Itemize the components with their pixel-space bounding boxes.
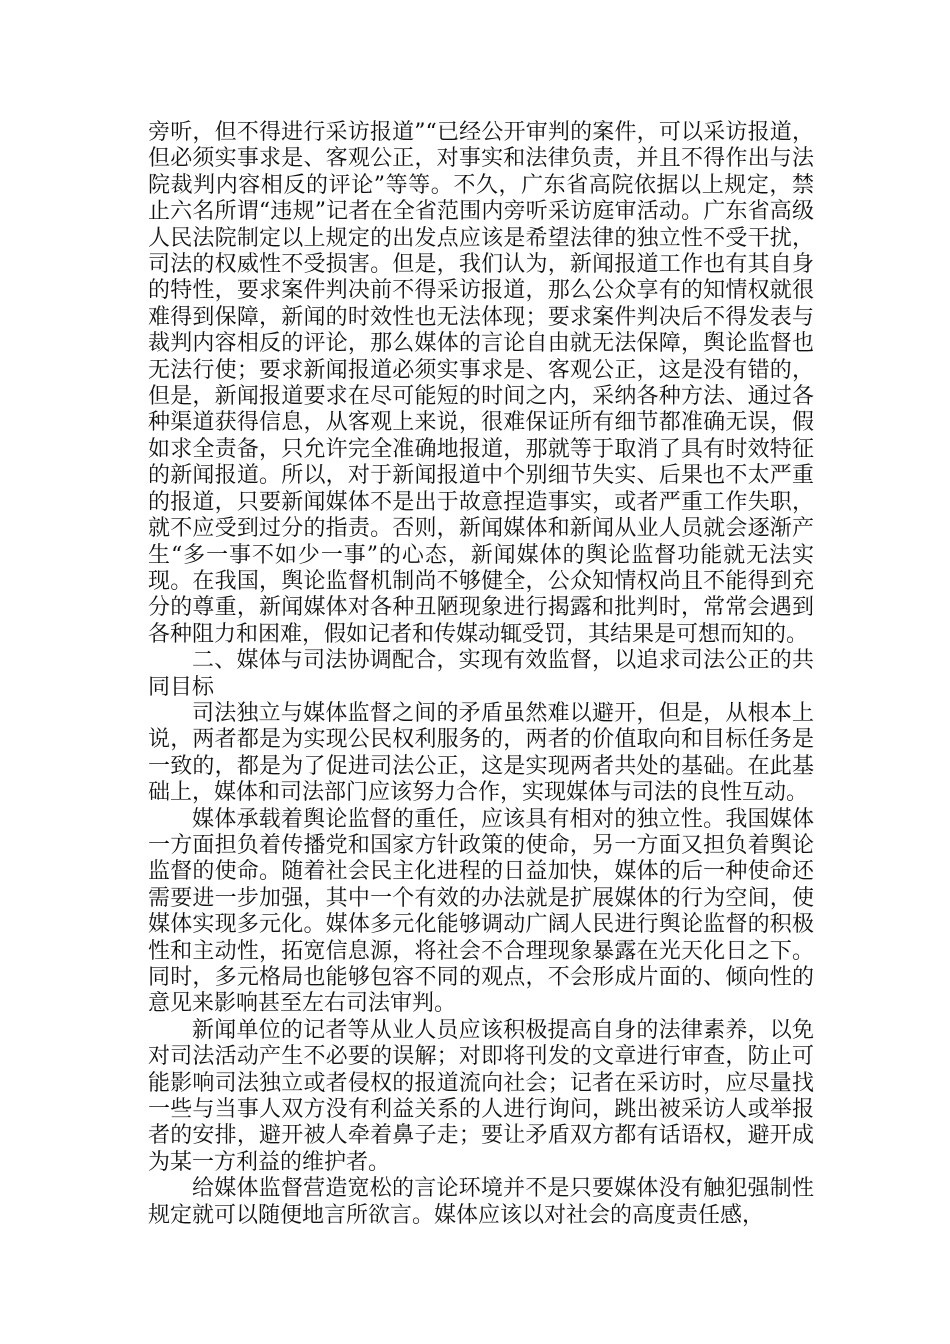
paragraph: 媒体承载着舆论监督的重任，应该具有相对的独立性。我国媒体一方面担负着传播党和国家方针政策的使命，另一方面又担负着舆论监督的使命。随着社会民主化进程的日益加快，媒体的后一种使命还需要进一步加强，其中一个有效的办法就是扩展媒体的行为空间，使媒体实现多元化。媒体多元化能够调动广阔人民进行舆论监督的积极性和主动性，拓宽信息源，将社会不合理现象暴露在光天化日之下。同时，多元格局也能够包容不同的观点，不会形成片面的、倾向性的意见来影响甚至左右司法审判。 [148,806,814,1017]
paragraph: 司法独立与媒体监督之间的矛盾虽然难以避开，但是，从根本上说，两者都是为实现公民权利服务的，两者的价值取向和目标任务是一致的，都是为了促进司法公正，这是实现两者共处的基础。在此基础上，媒体和司法部门应该努力合作，实现媒体与司法的良性互动。 [148,700,814,806]
paragraph-continuation: 旁听，但不得进行采访报道”“已经公开审判的案件，可以采访报道，但必须实事求是、客观公正，对事实和法律负责，并且不得作出与法院裁判内容相反的评论”等等。不久，广东省高院依据以上规定，禁止六名所谓“违规”记者在全省范围内旁听采访庭审活动。广东省高级人民法院制定以上规定的出发点应该是希望法律的独立性不受干扰，司法的权威性不受损害。但是，我们认为，新闻报道工作也有其自身的特性，要求案件判决前不得采访报道，那么公众享有的知情权就很难得到保障，新闻的时效性也无法体现；要求案件判决后不得发表与裁判内容相反的评论，那么媒体的言论自由就无法保障，舆论监督也无法行使；要求新闻报道必须实事求是、客观公正，这是没有错的，但是，新闻报道要求在尽可能短的时间之内，采纳各种方法、通过各种渠道获得信息，从客观上来说，很难保证所有细节都准确无误，假如求全责备，只允许完全准确地报道，那就等于取消了具有时效特征的新闻报道。所以，对于新闻报道中个别细节失实、后果也不太严重的报道，只要新闻媒体不是出于故意捏造事实，或者严重工作失职，就不应受到过分的指责。否则，新闻媒体和新闻从业人员就会逐渐产生“多一事不如少一事”的心态，新闻媒体的舆论监督功能就无法实现。在我国，舆论监督机制尚不够健全，公众知情权尚且不能得到充分的尊重，新闻媒体对各种丑陋现象进行揭露和批判时，常常会遇到各种阻力和困难，假如记者和传媒动辄受罚，其结果是可想而知的。 [148,120,814,647]
paragraph: 给媒体监督营造宽松的言论环境并不是只要媒体没有触犯强制性规定就可以随便地言所欲言。媒体应该以对社会的高度责任感， [148,1176,814,1228]
document-body [148,120,814,1229]
section-heading: 二、媒体与司法协调配合，实现有效监督，以追求司法公正的共同目标 [148,648,814,700]
paragraph: 新闻单位的记者等从业人员应该积极提高自身的法律素养，以免对司法活动产生不必要的误解；对即将刊发的文章进行审查，防止可能影响司法独立或者侵权的报道流向社会；记者在采访时，应尽量找一些与当事人双方没有利益关系的人进行询问，跳出被采访人或举报者的安排，避开被人牵着鼻子走；要让矛盾双方都有话语权，避开成为某一方利益的维护者。 [148,1017,814,1175]
